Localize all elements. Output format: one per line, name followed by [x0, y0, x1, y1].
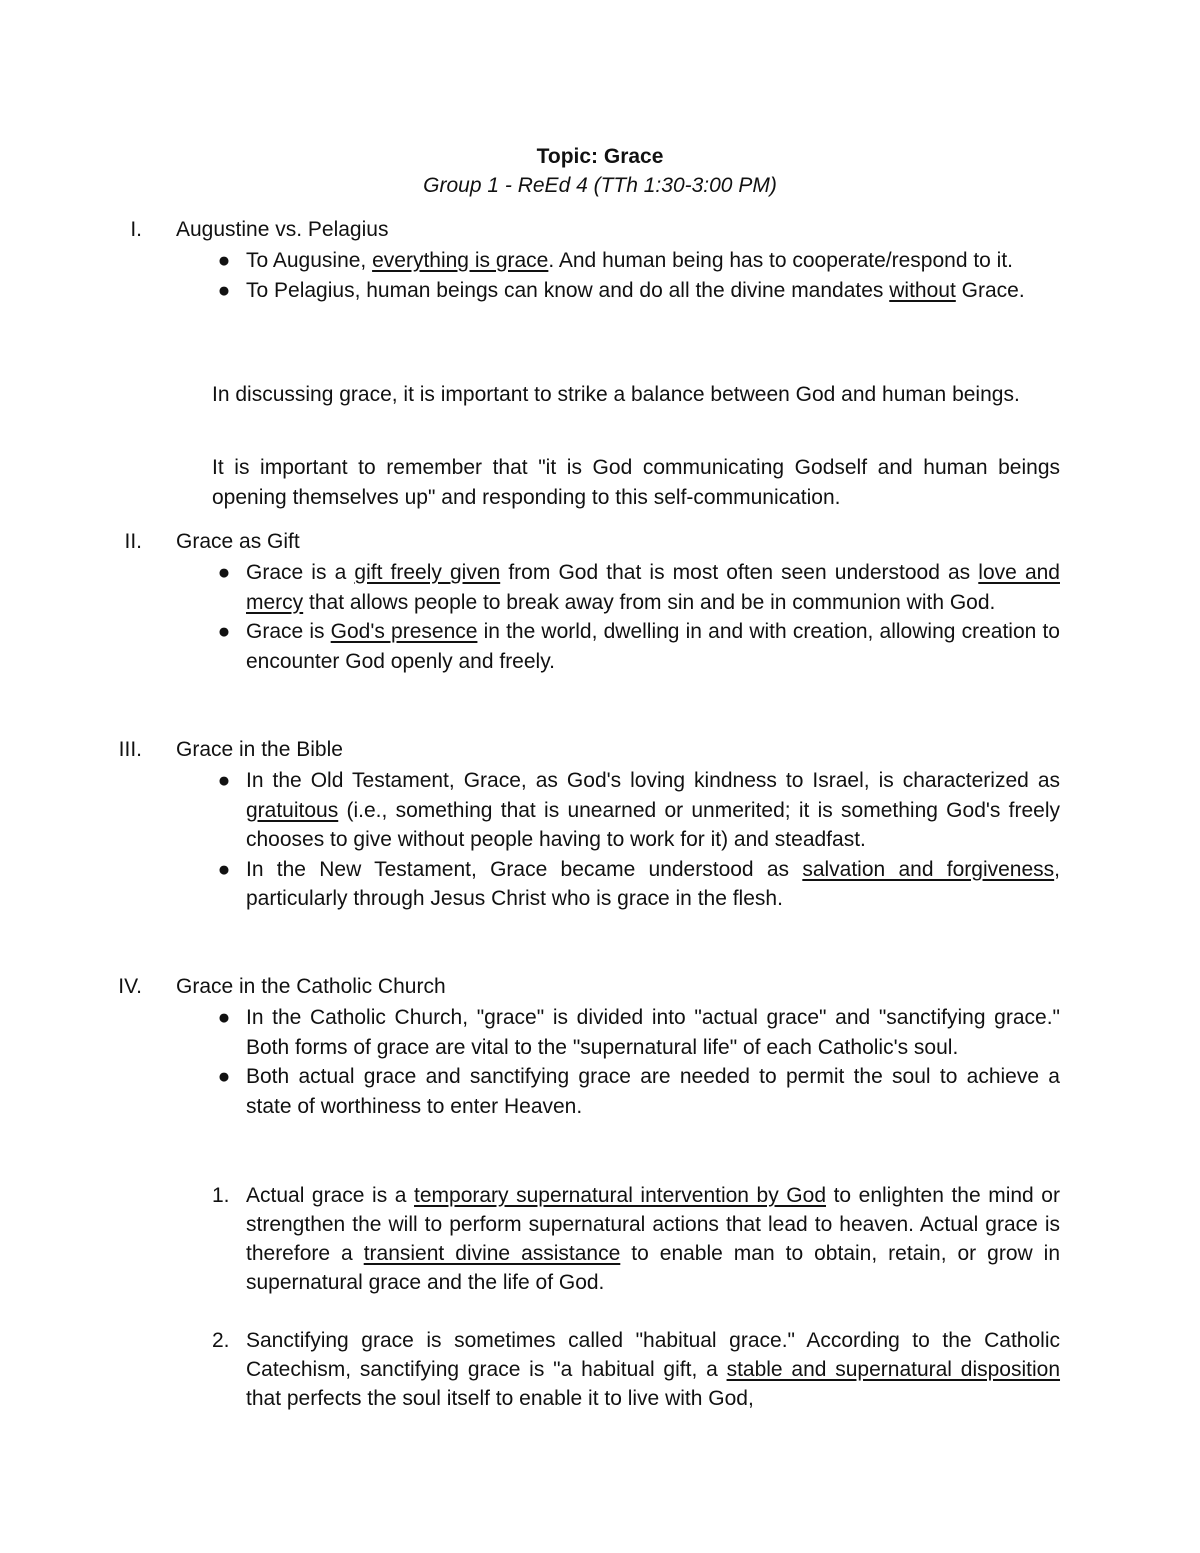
section-numeral: II.	[124, 530, 142, 553]
bullet-item: ● Grace is God's presence in the world, dwelling in and with creation, allowing creation to encounter God openly and freely.	[212, 617, 1060, 676]
item-number: 2.	[212, 1329, 230, 1352]
section-heading	[0, 527, 1200, 557]
bullet-icon: ●	[217, 561, 231, 584]
section-title: Augustine vs. Pelagius	[176, 218, 389, 241]
bullet-icon: ●	[217, 857, 231, 881]
underlined-term: everything is grace	[372, 249, 549, 272]
document-title: Topic: Grace	[536, 145, 664, 168]
section-title: Grace in the Bible	[176, 738, 343, 761]
bullet-item: ● Grace is a gift freely given from God that is most often seen understood as love and mercy that allows people to break away from sin and be in communion with God.	[212, 558, 1060, 617]
paragraph: It is important to remember that "it is God communicating Godself and human beings opening themselves up" and responding to this self-communication.	[212, 456, 1060, 509]
bullet-icon: ●	[217, 278, 231, 302]
underlined-term: salvation and forgiveness	[802, 857, 1055, 881]
document-subtitle: Group 1 - ReEd 4 (TTh 1:30-3:00 PM)	[423, 174, 777, 197]
bullet-list	[212, 558, 1060, 676]
bullet-list	[212, 1003, 1060, 1121]
paragraph: In discussing grace, it is important to strike a balance between God and human beings.	[212, 383, 1020, 406]
numbered-item: 1. Actual grace is a temporary supernatural intervention by God to enlighten the mind or strengthen the will to perform supernatural actions that lead to heaven. Actual grace is therefore a transient divine assistance to enable man to obtain, retain, or grow in supernatural grace and the life of God.	[212, 1181, 1060, 1297]
section-heading	[0, 735, 1200, 765]
bullet-icon: ●	[217, 1006, 231, 1029]
bullet-item: ● To Augusine, everything is grace. And human being has to cooperate/respond to it.	[212, 246, 1060, 276]
bullet-icon: ●	[217, 1065, 231, 1088]
underlined-term: transient divine assistance	[363, 1242, 621, 1265]
section-numeral: III.	[118, 738, 142, 761]
bullet-item: ● In the Old Testament, Grace, as God's loving kindness to Israel, is characterized as gratuitous (i.e., something that is unearned or unmerited; it is something God's freely chooses to give without people having to work for it) and steadfast.	[212, 766, 1060, 855]
underlined-term: without	[889, 278, 956, 302]
bullet-item: ● Both actual grace and sanctifying grace are needed to permit the soul to achieve a state of worthiness to enter Heaven.	[212, 1062, 1060, 1121]
bullet-icon: ●	[217, 249, 231, 272]
bullet-icon: ●	[217, 769, 231, 792]
section-title: Grace as Gift	[176, 530, 300, 553]
underlined-term: love and mercy	[246, 561, 1060, 614]
section-numeral: I.	[130, 218, 142, 241]
numbered-list	[212, 1181, 1060, 1297]
document-header	[0, 142, 1200, 200]
bullet-item: ● In the Catholic Church, "grace" is divided into "actual grace" and "sanctifying grace." Both forms of grace are vital to the "supernatural life" of each Catholic's soul.	[212, 1003, 1060, 1062]
underlined-term: stable and supernatural disposition	[726, 1358, 1061, 1381]
underlined-term: gift freely given	[354, 561, 501, 584]
underlined-term: God's presence	[330, 620, 478, 643]
section-heading	[0, 972, 1200, 1002]
bullet-item: ● To Pelagius, human beings can know and do all the divine mandates without Grace.	[212, 276, 1060, 306]
section-heading	[0, 215, 1200, 245]
bullet-item: ● In the New Testament, Grace became understood as salvation and forgiveness, particularly through Jesus Christ who is grace in the flesh.	[212, 855, 1060, 914]
bullet-icon: ●	[217, 620, 231, 643]
section-numeral: IV.	[118, 975, 142, 998]
underlined-term: temporary supernatural intervention by God	[414, 1184, 826, 1207]
numbered-list	[212, 1326, 1060, 1413]
bullet-list	[212, 246, 1060, 305]
numbered-item: 2. Sanctifying grace is sometimes called "habitual grace." According to the Catholic Catechism, sanctifying grace is "a habitual gift, a stable and supernatural disposition that perfects the soul itself to enable it to live with God,	[212, 1326, 1060, 1413]
item-number: 1.	[212, 1184, 230, 1207]
bullet-list	[212, 766, 1060, 914]
underlined-term: gratuitous	[246, 798, 339, 822]
section-title: Grace in the Catholic Church	[176, 975, 446, 998]
